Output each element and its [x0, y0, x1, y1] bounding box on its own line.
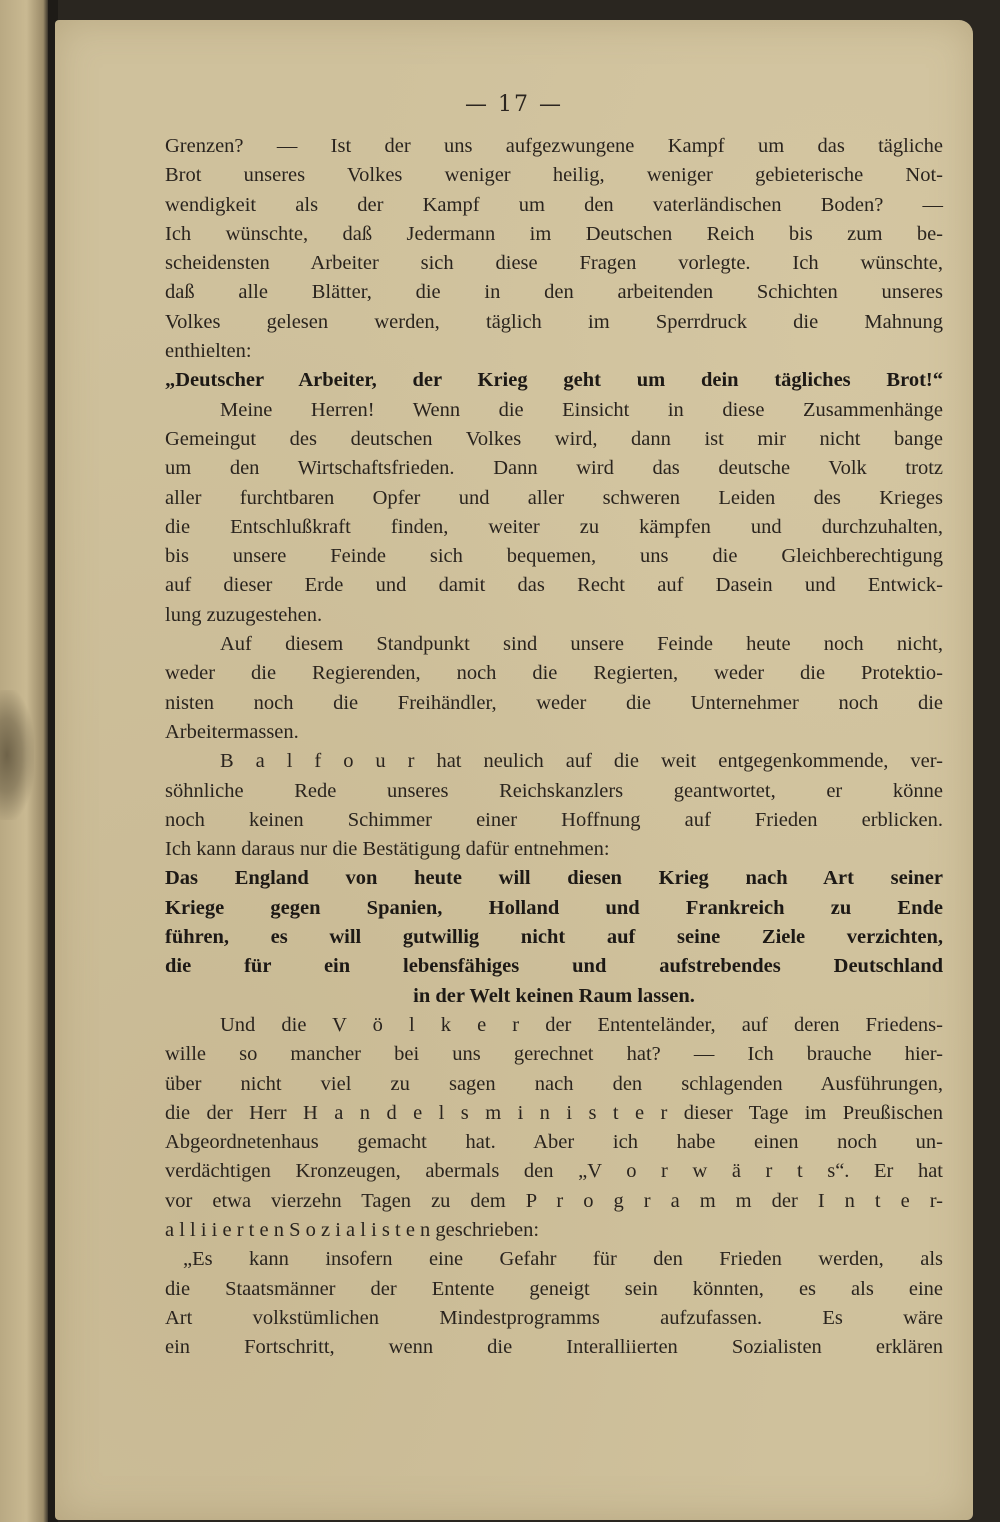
text-line: über nicht viel zu sagen nach den schlagenden Ausführungen,	[165, 1072, 943, 1095]
text-line: Volkes gelesen werden, täglich im Sperrdruck die Mahnung	[165, 310, 943, 333]
text-line: die Entschlußkraft finden, weiter zu kämpfen und durchzuhalten,	[165, 515, 943, 538]
text-line: nisten noch die Freihändler, weder die Unternehmer noch die	[165, 691, 943, 714]
text-line: weder die Regierenden, noch die Regierten, weder die Protektio-	[165, 662, 943, 685]
page-number: — 17 —	[465, 92, 563, 117]
text-line: Gemeingut des deutschen Volkes wird, dann ist mir nicht bange	[165, 427, 943, 450]
text-line: noch keinen Schimmer einer Hoffnung auf Frieden erblicken.	[165, 808, 943, 831]
text-line: enthielten:	[165, 340, 252, 363]
text-line: wendigkeit als der Kampf um den vaterländischen Boden? —	[165, 193, 943, 216]
text-line: um den Wirtschaftsfrieden. Dann wird das deutsche Volk trotz	[165, 457, 943, 480]
page-text	[165, 132, 943, 1362]
text-line: bis unsere Feinde sich bequemen, uns die Gleichberechtigung	[165, 545, 943, 568]
text-line: Abgeordnetenhaus gemacht hat. Aber ich habe einen noch un-	[165, 1131, 943, 1154]
text-line: Ich wünschte, daß Jedermann im Deutschen Reich bis zum be-	[165, 222, 943, 245]
emphasis-line: Kriege gegen Spanien, Holland und Frankreich zu Ende	[165, 896, 943, 919]
text-line: Grenzen? — Ist der uns aufgezwungene Kampf um das tägliche	[165, 135, 943, 157]
text-line: B a l f o u r hat neulich auf die weit entgegenkommende, ver-	[220, 750, 943, 773]
text-line: daß alle Blätter, die in den arbeitenden Schichten unseres	[165, 281, 943, 304]
emphasis-line: Das England von heute will diesen Krieg nach Art seiner	[165, 867, 943, 890]
text-line: Arbeitermassen.	[165, 720, 299, 743]
text-line: wille so mancher bei uns gerechnet hat? — Ich brauche hier-	[165, 1043, 943, 1066]
emphasis-line: die für ein lebensfähiges und aufstrebendes Deutschland	[165, 955, 943, 978]
emphasis-line: führen, es will gutwillig nicht auf seine Ziele verzichten,	[165, 926, 943, 949]
text-line: Und die V ö l k e r der Ententeländer, auf deren Friedens-	[220, 1013, 943, 1036]
page-stain	[0, 690, 34, 820]
emphasis-line: in der Welt keinen Raum lassen.	[413, 984, 695, 1007]
text-line: aller furchtbaren Opfer und aller schweren Leiden des Krieges	[165, 486, 943, 509]
text-line: scheidensten Arbeiter sich diese Fragen vorlegte. Ich wünschte,	[165, 252, 943, 275]
text-line: die der Herr H a n d e l s m i n i s t e r dieser Tage im Preußischen	[165, 1101, 943, 1124]
text-line: a l l i i e r t e n S o z i a l i s t e n geschrieben:	[165, 1218, 540, 1241]
text-line: söhnliche Rede unseres Reichskanzlers geantwortet, er könne	[165, 779, 943, 802]
quote-line: ein Fortschritt, wenn die Interalliierten Sozialisten erklären	[165, 1336, 943, 1359]
text-line: Meine Herren! Wenn die Einsicht in diese Zusammenhänge	[220, 398, 943, 421]
quote-line: „Es kann insofern eine Gefahr für den Frieden werden, als	[183, 1248, 943, 1271]
text-line: auf dieser Erde und damit das Recht auf Dasein und Entwick-	[165, 574, 943, 597]
text-line: Brot unseres Volkes weniger heilig, weniger gebieterische Not-	[165, 164, 943, 187]
text-line: vor etwa vierzehn Tagen zu dem P r o g r a m m der I n t e r-	[165, 1189, 943, 1212]
text-line: Auf diesem Standpunkt sind unsere Feinde heute noch nicht,	[220, 633, 943, 656]
text-line: Ich kann daraus nur die Bestätigung dafür entnehmen:	[165, 838, 610, 861]
text-line: lung zuzugestehen.	[165, 603, 323, 626]
text-line: verdächtigen Kronzeugen, abermals den „V o r w ä r t s“. Er hat	[165, 1160, 943, 1183]
book-page	[55, 20, 973, 1520]
quote-line: Art volkstümlichen Mindestprogramms aufzufassen. Es wäre	[165, 1306, 943, 1329]
quote-line: die Staatsmänner der Entente geneigt sein könnten, es als eine	[165, 1277, 943, 1300]
slogan-line: „Deutscher Arbeiter, der Krieg geht um dein tägliches Brot!“	[165, 369, 943, 392]
